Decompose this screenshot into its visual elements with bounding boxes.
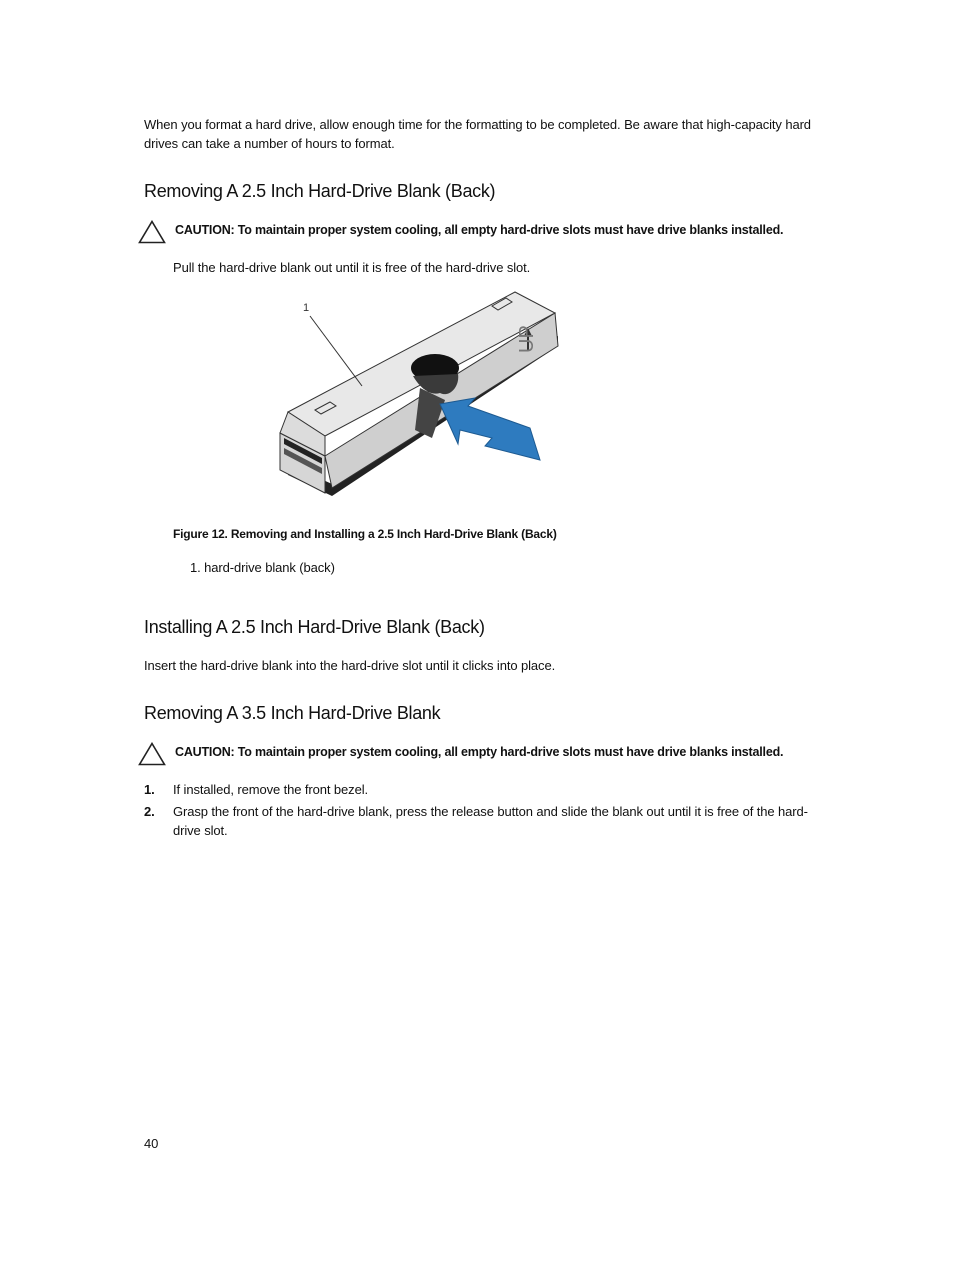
intro-paragraph: When you format a hard drive, allow enough time for the formatting to be completed. Be aware that high-capacity hard drives can take a number of hours to format. (144, 117, 811, 151)
caution-text: CAUTION: To maintain proper system cooling, all empty hard-drive slots must have drive blanks installed. (175, 745, 784, 759)
section-paragraph: Insert the hard-drive blank into the hard-drive slot until it clicks into place. (144, 658, 556, 673)
up-label: UP (516, 325, 538, 353)
step-number: 2. (144, 804, 155, 819)
step-number: 1. (144, 782, 155, 797)
caution-icon (138, 742, 166, 771)
figure-legend-item: 1. hard-drive blank (back) (190, 560, 335, 575)
step-text: Pull the hard-drive blank out until it is free of the hard-drive slot. (173, 260, 531, 275)
page-number: 40 (144, 1136, 159, 1151)
figure-caption: Figure 12. Removing and Installing a 2.5 Inch Hard-Drive Blank (Back) (173, 527, 557, 541)
section-heading: Removing A 3.5 Inch Hard-Drive Blank (144, 703, 441, 723)
hard-drive-blank-illustration (270, 288, 570, 508)
figure-callout-number: 1 (303, 302, 310, 314)
step-text: Grasp the front of the hard-drive blank, press the release button and slide the blank out until it is free of the hard-drive slot. (173, 804, 808, 838)
caution-text: CAUTION: To maintain proper system cooling, all empty hard-drive slots must have drive blanks installed. (175, 223, 784, 237)
section-heading: Installing A 2.5 Inch Hard-Drive Blank (Back) (144, 617, 485, 637)
caution-icon (138, 220, 166, 249)
section-heading: Removing A 2.5 Inch Hard-Drive Blank (Back) (144, 181, 496, 201)
step-text: If installed, remove the front bezel. (173, 782, 369, 797)
